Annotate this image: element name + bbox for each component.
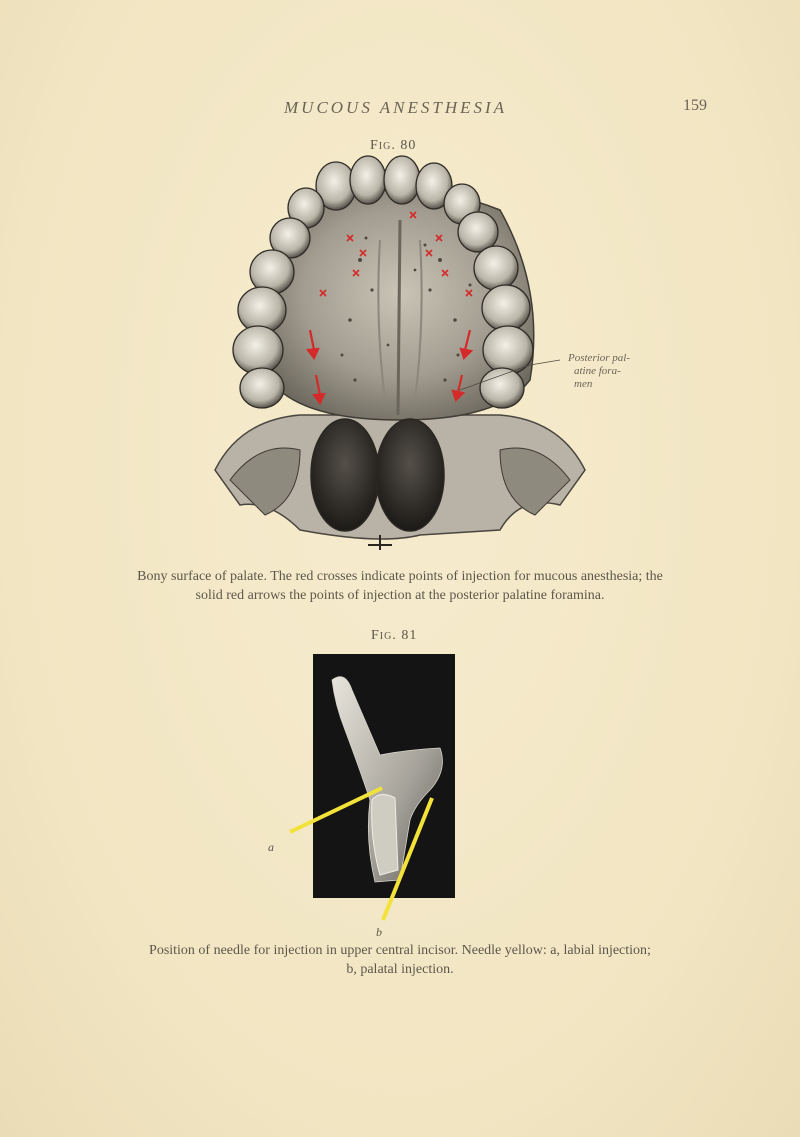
- nasal-cavity-right: [376, 419, 444, 531]
- palate-illustration: [0, 150, 800, 570]
- figure-81-caption-line-2: b, palatal injection.: [346, 962, 454, 977]
- annotation-line-3: men: [574, 378, 593, 390]
- needle-label-b: b: [376, 925, 382, 939]
- figure-81-label: Fig. 81: [371, 628, 418, 643]
- incisor-radiograph: [0, 650, 800, 950]
- figure-81-caption-line-1: Position of needle for injection in upper central incisor. Needle yellow: a, labial injection;: [149, 943, 651, 958]
- figure-80-caption: [40, 567, 760, 605]
- figure-81-caption: [40, 941, 760, 979]
- page-number: 159: [683, 97, 707, 114]
- needle-label-a: a: [268, 840, 274, 854]
- posterior-palatine-foramen-annotation: [568, 352, 630, 391]
- figure-80-caption-line-1: Bony surface of palate. The red crosses indicate points of injection for mucous anesthesia; the: [137, 569, 663, 584]
- running-title: MUCOUS ANESTHESIA: [284, 98, 508, 117]
- figure-80-label: Fig. 80: [370, 138, 417, 153]
- figure-80-caption-line-2: solid red arrows the points of injection at the posterior palatine foramina.: [195, 588, 605, 603]
- annotation-line-1: Posterior pal-: [568, 352, 631, 364]
- annotation-line-2: atine fora-: [574, 365, 621, 377]
- nasal-cavity-left: [311, 419, 379, 531]
